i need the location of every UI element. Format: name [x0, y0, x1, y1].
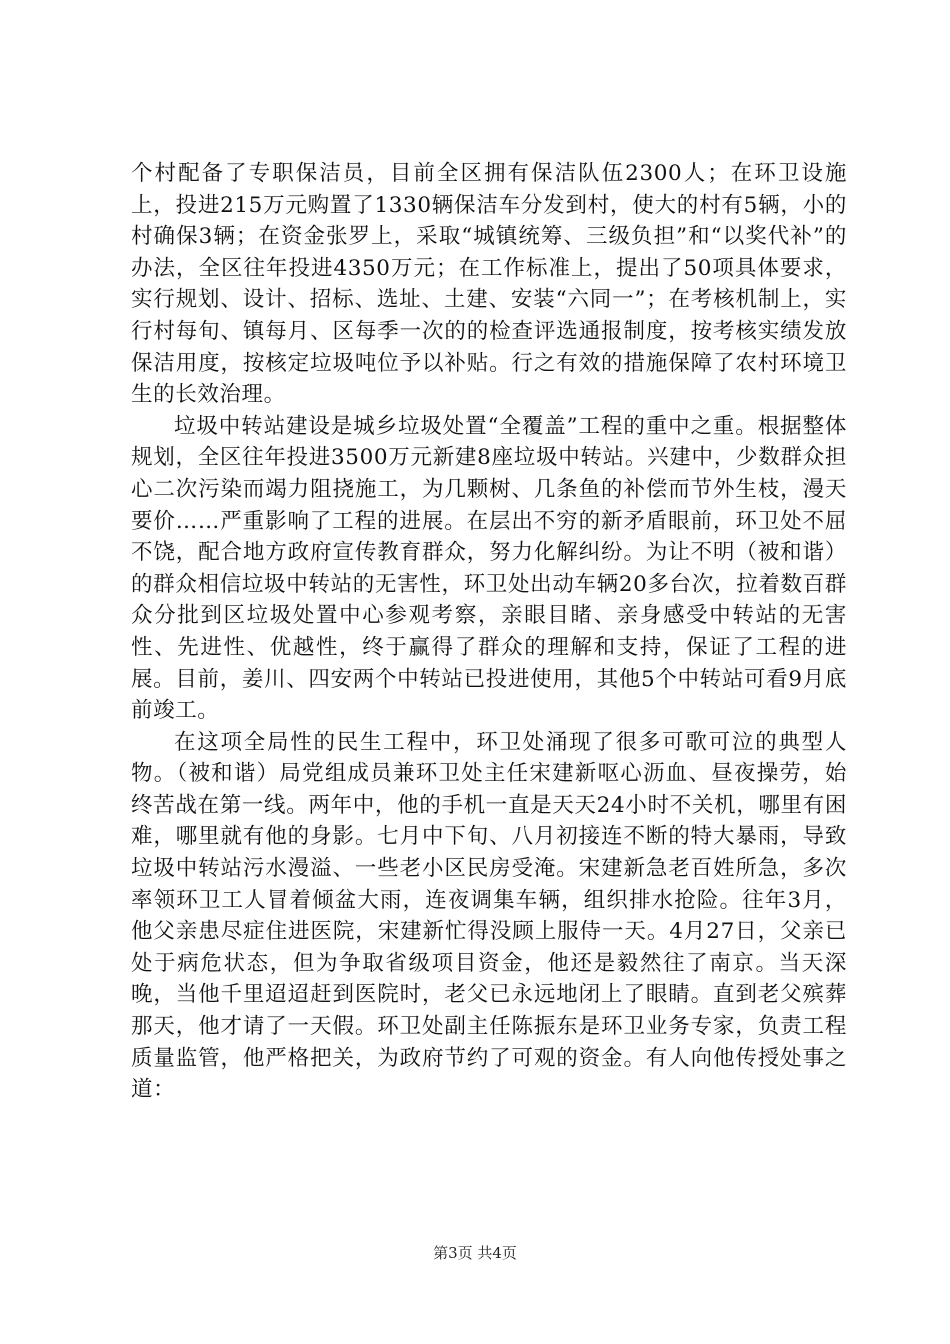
paragraph-continued: 个村配备了专职保洁员，目前全区拥有保洁队伍2300人；在环卫设施上，投进215万元购置了1330辆保洁车分发到村，使大的村有5辆，小的村确保3辆；在资金张罗上，采取“城镇统筹、三级负担”和“以奖代补”的办法，全区往年投进4350万元；在工作标准上，提出了50项具体要求，实行规划、设计、招标、选址、土建、安装“六同一”；在考核机制上，实行村每旬、镇每月、区每季一次的的检查评选通报制度，按考核实绩发放保洁用度，按核定垃圾吨位予以补贴。行之有效的措施保障了农村环境卫生的长效治理。	[131, 161, 847, 408]
paragraph-typical-figures: 在这项全局性的民生工程中，环卫处涌现了很多可歌可泣的典型人物。（被和谐）局党组成员兼环卫处主任宋建新呕心沥血、昼夜操劳，始终苦战在第一线。两年中，他的手机一直是天天24小时不关机，哪里有困难，哪里就有他的身影。七月中下旬、八月初接连不断的特大暴雨，导致垃圾中转站污水漫溢、一些老小区民房受淹。宋建新急老百姓所急，多次率领环卫工人冒着倾盆大雨，连夜调集车辆，组织排水抢险。往年3月，他父亲患尽症住进医院，宋建新忙得没顾上服侍一天。4月27日，父亲已处于病危状态，但为争取省级项目资金，他还是毅然往了南京。当天深晚，当他千里迢迢赶到医院时，老父已永远地闭上了眼睛。直到老父殡葬那天，他才请了一天假。环卫处副主任陈振东是环卫业务专家，负责工程质量监管，他严格把关，为政府节约了可观的资金。有人向他传授处事之道：	[131, 729, 847, 1103]
document-body	[131, 158, 847, 1106]
paragraph-transfer-station: 垃圾中转站建设是城乡垃圾处置“全覆盖”工程的重中之重。根据整体规划，全区往年投进3500万元新建8座垃圾中转站。兴建中，少数群众担心二次污染而竭力阻挠施工，为几颗树、几条鱼的补偿而节外生枝，漫天要价……严重影响了工程的进展。在层出不穷的新矛盾眼前，环卫处不屈不饶，配合地方政府宣传教育群众，努力化解纠纷。为让不明（被和谐）的群众相信垃圾中转站的无害性，环卫处出动车辆20多台次，拉着数百群众分批到区垃圾处置中心参观考察，亲眼目睹、亲身感受中转站的无害性、先进性、优越性，终于赢得了群众的理解和支持，保证了工程的进展。目前，姜川、四安两个中转站已投进使用，其他5个中转站可看9月底前竣工。	[131, 413, 847, 724]
page-number-footer: 第3页 共4页	[433, 1244, 517, 1262]
